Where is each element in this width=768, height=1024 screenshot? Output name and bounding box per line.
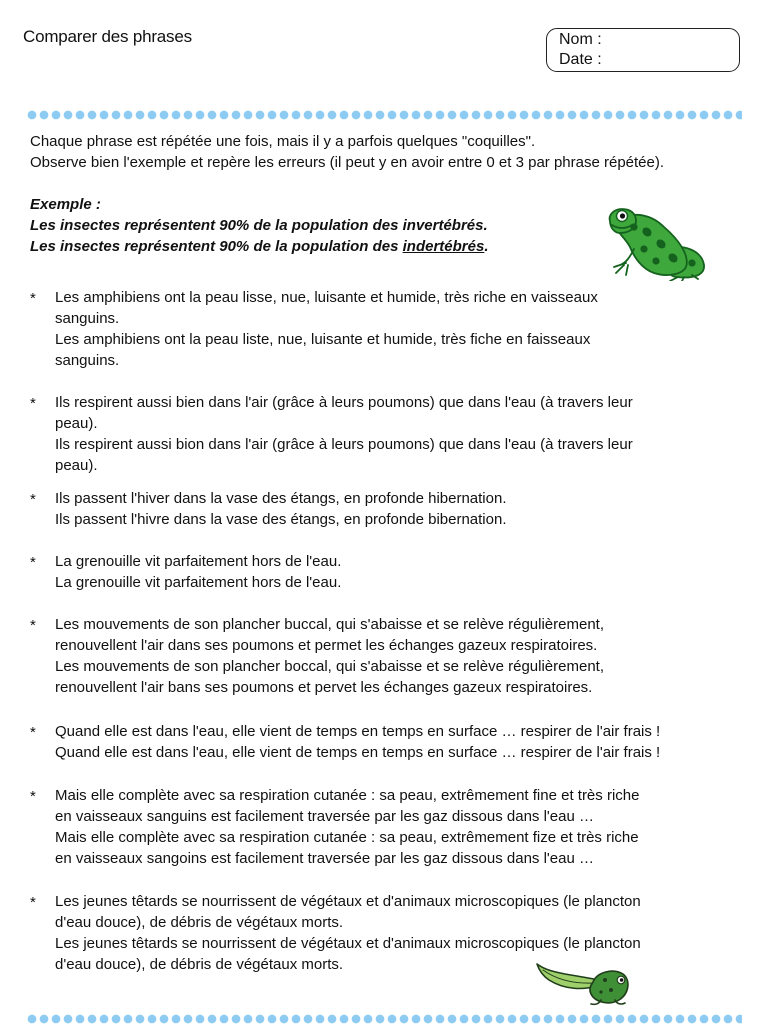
sentence-repeated: Ils respirent aussi bion dans l'air (grâce à leurs poumons) que dans l'eau (à travers leur [55,436,633,453]
sentence-repeated: Les mouvements de son plancher boccal, qui s'abaisse et se relève régulièrement, [55,658,605,675]
bullet-star: * [30,894,36,911]
sentence-repeated: Mais elle complète avec sa respiration cutanée : sa peau, extrêmement fize et très riche [55,829,639,846]
bullet-star: * [30,491,36,508]
sentence-original: sanguins. [55,310,120,327]
sentence-original: renouvellent l'air dans ses poumons et permet les échanges gazeux respiratoires. [55,637,598,654]
date-label: Date : [559,51,602,68]
list-item [30,551,745,593]
bullet-star: * [30,554,36,571]
nom-label: Nom : [559,31,602,48]
sentence-list [30,287,745,975]
sentence-original: Ils respirent aussi bien dans l'air (grâce à leurs poumons) que dans l'eau (à travers leur [55,394,633,411]
dotted-divider-bottom [26,1014,742,1024]
sentence-original: d'eau douce), de débris de végétaux morts. [55,914,344,931]
sentence-repeated: Quand elle est dans l'eau, elle vient de temps en temps en surface … respirer de l'air frais ! [55,744,661,761]
example-block [30,194,489,257]
list-item [30,287,745,371]
example-repeated [30,236,489,257]
sentence-original: Les amphibiens ont la peau lisse, nue, luisante et humide, très riche en vaisseaux [55,289,598,306]
sentence-repeated: peau). [55,457,98,474]
tadpole-illustration [535,960,631,1006]
frog-illustration [604,203,714,281]
list-item [30,721,745,763]
bullet-star: * [30,788,36,805]
sentence-original: La grenouille vit parfaitement hors de l'eau. [55,553,342,570]
list-item [30,614,745,698]
bullet-star: * [30,395,36,412]
list-item [30,785,745,869]
instructions [30,131,664,173]
sentence-repeated: en vaisseaux sangoins est facilement traversée par les gaz dissous dans l'eau … [55,850,594,867]
sentence-original: en vaisseaux sanguins est facilement traversée par les gaz dissous dans l'eau … [55,808,594,825]
sentence-original: Les jeunes têtards se nourrissent de végétaux et d'animaux microscopiques (le plancton [55,893,641,910]
example-original: Les insectes représentent 90% de la population des invertébrés. [30,217,488,234]
sentence-original: Quand elle est dans l'eau, elle vient de temps en temps en surface … respirer de l'air frais ! [55,723,661,740]
example-text-end: . [484,238,489,255]
sentence-repeated: Ils passent l'hivre dans la vase des étangs, en profonde bibernation. [55,511,507,528]
dotted-divider-top [26,110,742,120]
example-text: Les insectes représentent 90% de la population des [30,238,403,255]
sentence-original: Les mouvements de son plancher buccal, qui s'abaisse et se relève régulièrement, [55,616,605,633]
list-item [30,488,745,530]
list-item [30,392,745,476]
example-error-word: indertébrés [402,238,485,255]
example-label: Exemple : [30,196,101,213]
sentence-repeated: d'eau douce), de débris de végétaux morts. [55,956,344,973]
sentence-original: Mais elle complète avec sa respiration cutanée : sa peau, extrêmement fine et très riche [55,787,640,804]
sentence-repeated: La grenouille vit parfaitement hors de l'eau. [55,574,342,591]
list-item [30,891,745,975]
instruction-line: Observe bien l'exemple et repère les erreurs (il peut y en avoir entre 0 et 3 par phrase répétée). [30,154,665,171]
page-title: Comparer des phrases [23,27,192,46]
sentence-repeated: Les jeunes têtards se nourrissent de végétaux et d'animaux microscopiques (le plancton [55,935,641,952]
sentence-repeated: Les amphibiens ont la peau liste, nue, luisante et humide, très fiche en faisseaux [55,331,591,348]
sentence-original: peau). [55,415,98,432]
sentence-repeated: sanguins. [55,352,120,369]
name-date-box[interactable] [546,28,740,72]
sentence-original: Ils passent l'hiver dans la vase des étangs, en profonde hibernation. [55,490,507,507]
bullet-star: * [30,617,36,634]
sentence-repeated: renouvellent l'air bans ses poumons et pervet les échanges gazeux respiratoires. [55,679,593,696]
bullet-star: * [30,724,36,741]
bullet-star: * [30,290,36,307]
instruction-line: Chaque phrase est répétée une fois, mais il y a parfois quelques "coquilles". [30,133,536,150]
